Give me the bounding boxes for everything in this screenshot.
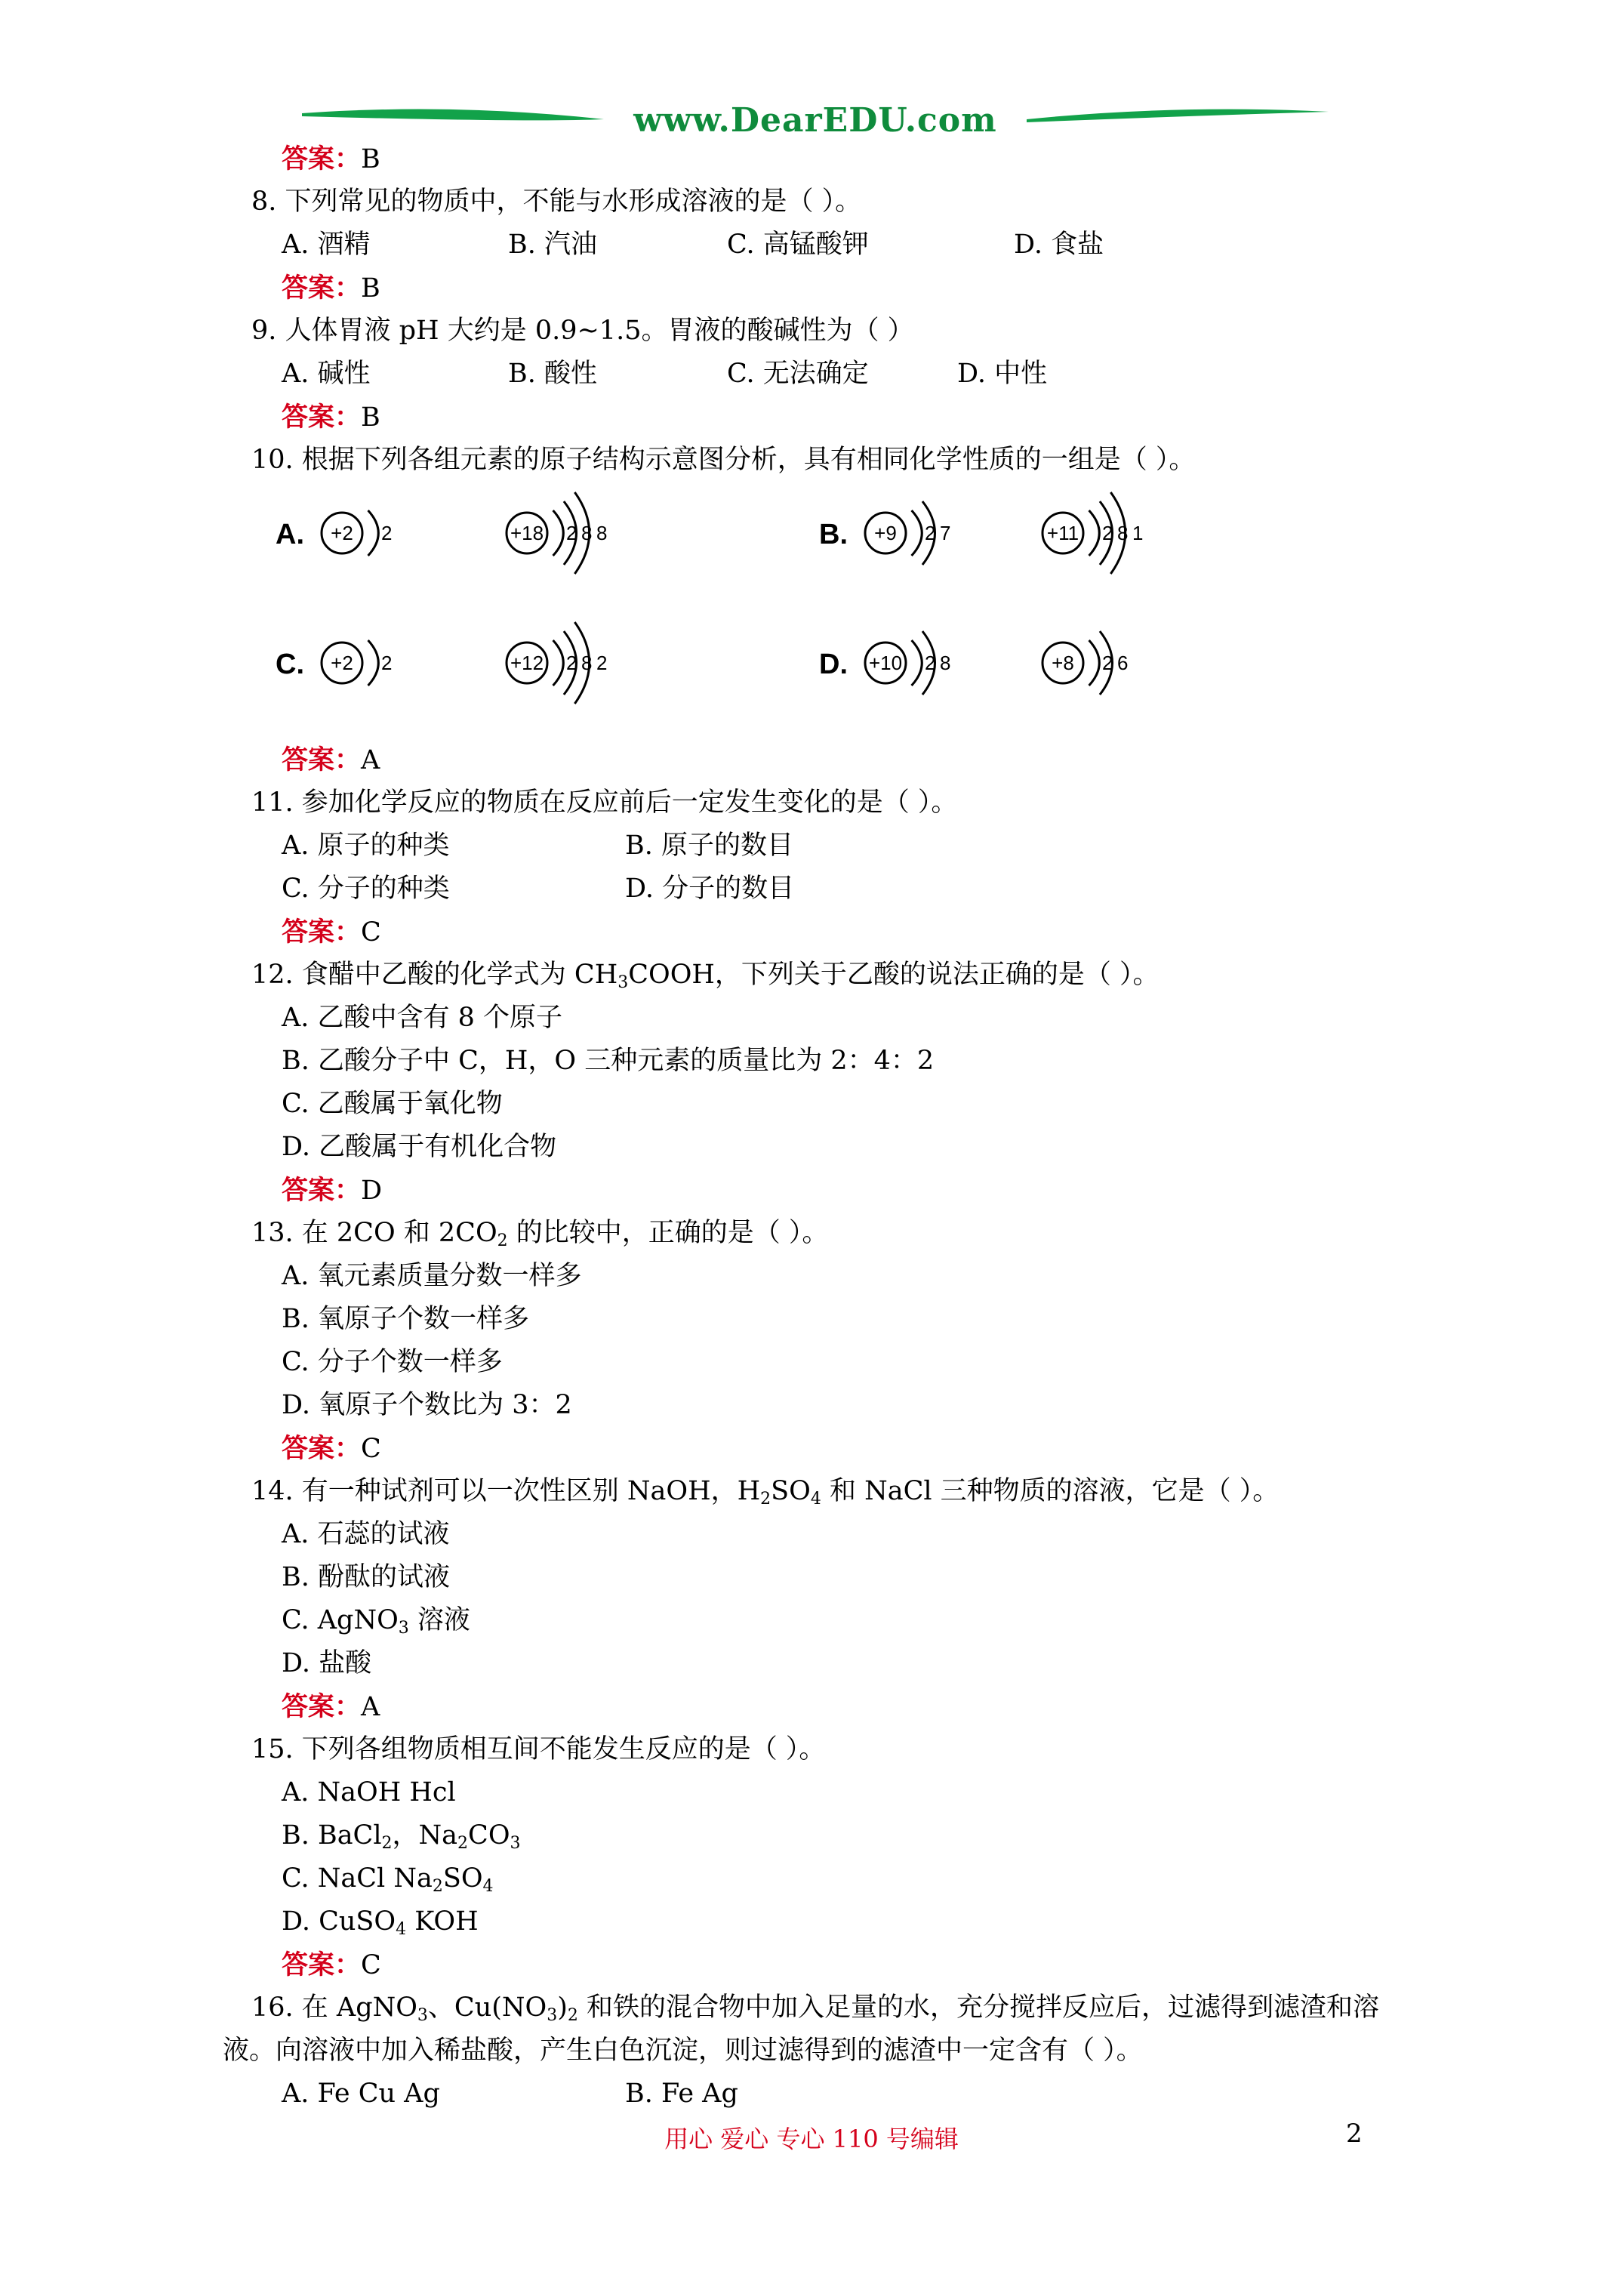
subscript: 4 [810,1490,821,1509]
nucleus-charge: +9 [874,522,897,544]
electron-count: 2 [1102,652,1113,674]
options-row [223,223,1431,267]
text-run: D. CuSO [282,1906,396,1937]
question-text [223,1470,1431,1513]
nucleus-charge: +10 [868,652,903,674]
option-item: A. 石蕊的试液 [282,1519,450,1549]
text-run: 和铁的混合物中加入足量的水，充分搅拌反应后，过滤得到滤渣和溶 [577,1992,1380,2023]
options-row [223,2073,1431,2116]
answer-line [223,396,1431,439]
answer-value: B [361,144,380,174]
atom-structure-diagrams [276,482,1431,738]
option-item: C. 分子个数一样多 [282,1347,503,1377]
question-continuation: 液。向溶液中加入稀盐酸，产生白色沉淀，则过滤得到的滤渣中一定含有（ ）。 [223,2036,1143,2066]
option-item: D. 乙酸属于有机化合物 [282,1132,557,1162]
electron-count: 2 [381,522,393,544]
electron-shell-arc [368,510,379,556]
answer-line [223,1427,1431,1470]
answer-value: B [361,402,380,433]
nucleus-charge: +12 [510,652,544,674]
atom-diagram [507,622,607,704]
nucleus-charge: +8 [1052,652,1074,674]
option-item: C. 乙酸属于氧化物 [282,1089,503,1119]
option-item: A. 原子的种类 [282,831,450,861]
option-letter: B. [819,519,848,550]
electron-shell-arc [553,640,564,686]
answer-line [223,137,1431,180]
answer-line [223,1943,1431,1986]
electron-count: 8 [940,652,951,674]
atom-diagram [1042,492,1143,574]
option-item: B. 酚酞的试液 [282,1562,450,1592]
nucleus-charge: +2 [331,522,353,544]
question-text [223,1986,1431,2029]
answer-label: 答案： [282,1433,362,1464]
text-run: 12. 食醋中乙酸的化学式为 CH [251,960,618,990]
option-item: C. 无法确定 [727,359,869,389]
site-url[interactable]: www.DearEDU.com [633,101,997,140]
subscript: 4 [482,1877,494,1896]
footer-text: 用心 爱心 专心 110 号编辑 [664,2125,959,2153]
subscript: 2 [432,1877,443,1896]
atom-diagram [276,510,392,556]
answer-label: 答案： [282,744,362,775]
electron-count: 1 [1132,522,1144,544]
text-run: 和 NaCl 三种物质的溶液，它是（ ）。 [821,1476,1280,1506]
atom-diagram [1042,631,1128,695]
electron-count: 2 [925,652,936,674]
subscript: 3 [398,1619,409,1638]
text-run: 14. 有一种试剂可以一次性区别 NaOH，H [251,1476,761,1506]
atom-diagram [819,631,950,695]
question-text: 11. 参加化学反应的物质在反应前后一定发生变化的是（ ）。 [251,787,958,818]
answer-value: D [361,1176,383,1206]
nucleus-charge: +18 [510,522,544,544]
electron-count: 2 [381,652,393,674]
text-run: 溶液 [408,1605,470,1635]
question-text: 15. 下列各组物质相互间不能发生反应的是（ ）。 [251,1734,826,1764]
electron-shell-arc [912,640,922,686]
options-row [223,353,1431,396]
nucleus-charge: +11 [1046,522,1079,544]
option-item: A. Fe Cu Ag [282,2079,440,2109]
answer-value: C [361,1434,381,1464]
options-row [223,824,1431,868]
answer-label: 答案： [282,1949,362,1980]
option-item: D. 氧原子个数比为 3：2 [282,1390,572,1420]
electron-shell-arc [368,640,379,686]
text-run: C. NaCl Na [282,1863,433,1894]
answer-label: 答案： [282,1175,362,1206]
question-text: 8. 下列常见的物质中，不能与水形成溶液的是（ ）。 [251,186,862,217]
electron-count: 8 [596,522,608,544]
option-item [223,1814,1431,1857]
option-letter: C. [276,649,304,680]
answer-line [223,738,1431,781]
subscript: 3 [547,2006,558,2025]
subscript: 2 [760,1490,771,1509]
question-list [223,137,1431,2116]
question-text: 10. 根据下列各组元素的原子结构示意图分析，具有相同化学性质的一组是（ ）。 [251,445,1196,475]
option-item: B. 氧原子个数一样多 [282,1304,529,1334]
electron-count: 2 [596,652,608,674]
option-item: A. 氧元素质量分数一样多 [282,1261,582,1291]
answer-line [223,911,1431,954]
text-run: 的比较中，正确的是（ ）。 [507,1218,829,1248]
page-number: 2 [1346,2119,1363,2149]
subscript: 2 [497,1231,508,1250]
electron-count: 2 [925,522,936,544]
electron-count: 2 [566,522,577,544]
text-run: ) [557,1992,568,2023]
subscript: 4 [396,1920,407,1939]
option-item: B. Fe Ag [625,2079,738,2109]
option-item [223,1599,1431,1642]
nucleus-charge: +2 [331,652,353,674]
text-run: 16. 在 AgNO [251,1992,417,2023]
site-header [302,97,1329,142]
answer-line [223,267,1431,310]
options-row [223,868,1431,911]
electron-count: 8 [581,652,593,674]
answer-label: 答案： [282,402,362,433]
answer-value: B [361,273,380,304]
answer-value: C [361,917,381,948]
subscript: 2 [567,2006,578,2025]
electron-count: 8 [581,522,593,544]
text-run: COOH，下列关于乙酸的说法正确的是（ ）。 [628,960,1160,990]
text-run: B. BaCl [282,1820,382,1851]
electron-count: 7 [940,522,951,544]
answer-label: 答案： [282,143,362,174]
option-item: D. 分子的数目 [625,874,795,904]
option-item: C. 分子的种类 [282,874,450,904]
electron-shell-arc [912,510,922,556]
electron-shell-arc [1089,510,1100,556]
electron-count: 8 [1117,522,1129,544]
answer-line [223,1685,1431,1728]
option-item [223,1900,1431,1943]
electron-shell-arc [553,510,564,556]
answer-label: 答案： [282,1691,362,1722]
option-item: A. 酒精 [282,230,371,260]
subscript: 3 [510,1834,521,1853]
option-item: A. NaOH Hcl [282,1777,456,1808]
text-run: SO [442,1863,483,1894]
question-text [223,1212,1431,1255]
subscript: 2 [381,1834,393,1853]
electron-count: 6 [1117,652,1129,674]
option-item [223,1857,1431,1900]
option-letter: D. [819,649,848,680]
option-item: B. 原子的数目 [625,831,793,861]
electron-count: 2 [566,652,577,674]
option-item: D. 中性 [957,359,1048,389]
subscript: 2 [457,1834,469,1853]
option-item: A. 碱性 [282,359,371,389]
answer-label: 答案： [282,917,362,948]
text-run: KOH [406,1906,479,1937]
answer-line [223,1169,1431,1212]
text-run: SO [771,1476,811,1506]
answer-value: A [361,745,380,775]
answer-value: C [361,1950,381,1980]
subscript: 3 [617,973,629,992]
atom-diagram-svg [276,482,1338,738]
text-run: 13. 在 2CO 和 2CO [251,1218,497,1248]
atom-diagram [276,640,392,686]
option-item: B. 乙酸分子中 C，H，O 三种元素的质量比为 2：4：2 [282,1046,935,1076]
question-text [223,954,1431,997]
answer-label: 答案： [282,273,362,304]
electron-shell-arc [1089,640,1100,686]
option-item: D. 食盐 [1014,230,1104,260]
option-item: B. 酸性 [508,359,597,389]
atom-diagram [507,492,607,574]
text-run: CO [468,1820,510,1851]
text-run: 、Cu(NO [427,1992,547,2023]
text-run: C. AgNO [282,1605,399,1635]
subscript: 3 [417,2006,428,2025]
text-run: ，Na [392,1820,458,1851]
option-item: D. 盐酸 [282,1648,372,1678]
answer-value: A [361,1692,380,1722]
option-item: C. 高锰酸钾 [727,230,869,260]
option-item: A. 乙酸中含有 8 个原子 [282,1003,563,1033]
option-item: B. 汽油 [508,230,597,260]
electron-count: 2 [1102,522,1113,544]
question-text: 9. 人体胃液 pH 大约是 0.9~1.5。胃液的酸碱性为（ ） [251,316,914,346]
option-letter: A. [276,519,304,550]
atom-diagram [819,501,950,565]
